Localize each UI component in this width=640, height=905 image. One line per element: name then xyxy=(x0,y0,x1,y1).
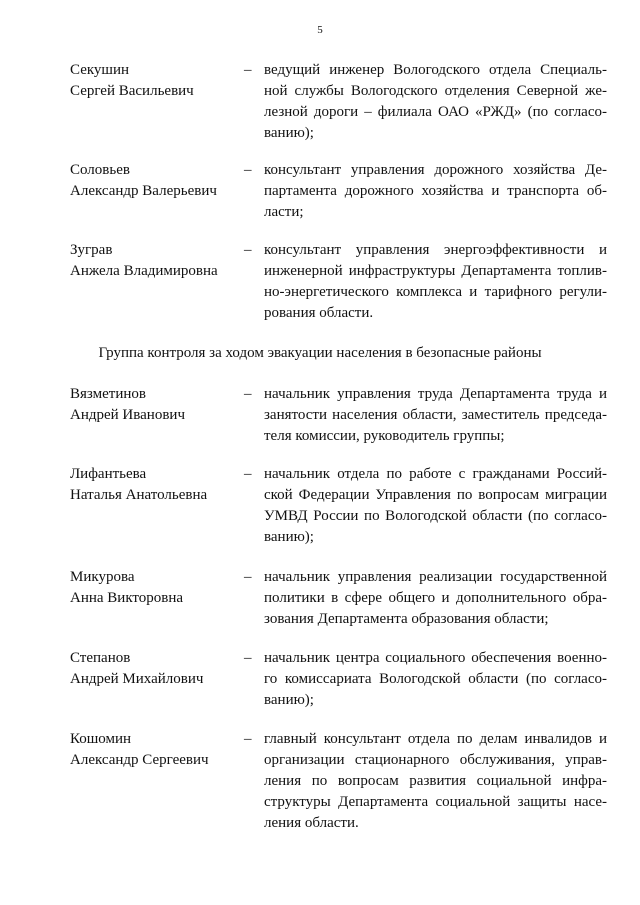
role-line: ласти; xyxy=(264,204,304,220)
role-line: начальник управления труда Департамента труда и xyxy=(264,386,607,402)
role-line: но-энергетического комплекса и тарифного регули- xyxy=(264,284,607,300)
member-role xyxy=(264,240,607,324)
member-surname: Секушин xyxy=(70,62,130,78)
member-given-name: Наталья Анатольевна xyxy=(70,487,208,503)
role-line: ванию); xyxy=(264,125,314,141)
member-role xyxy=(264,567,607,630)
role-line: партамента дорожного хозяйства и транспорта об- xyxy=(264,183,607,199)
role-line: консультант управления дорожного хозяйства Де- xyxy=(264,162,607,178)
role-line: главный консультант отдела по делам инвалидов и xyxy=(264,731,607,747)
member-given-name: Анжела Владимировна xyxy=(70,263,218,279)
dash-separator: – xyxy=(244,731,252,747)
dash-separator: – xyxy=(244,569,252,585)
role-line: ления по вопросам развития социальной инфра- xyxy=(264,773,607,789)
member-given-name: Александр Валерьевич xyxy=(70,183,217,199)
role-line: инженерной инфраструктуры Департамента топлив- xyxy=(264,263,607,279)
role-line: го комиссариата Вологодской области (по согласо- xyxy=(264,671,607,687)
role-line: организации стационарного обслуживания, управ- xyxy=(264,752,607,768)
page-number: 5 xyxy=(317,24,323,36)
member-name xyxy=(70,464,240,506)
member-role xyxy=(264,60,607,144)
member-role xyxy=(264,464,607,548)
member-name xyxy=(70,240,240,282)
group-heading: Группа контроля за ходом эвакуации населения в безопасные районы xyxy=(98,345,542,361)
member-surname: Микурова xyxy=(70,569,135,585)
role-line: ской Федерации Управления по вопросам миграции xyxy=(264,487,607,503)
member-name xyxy=(70,567,240,609)
member-given-name: Александр Сергеевич xyxy=(70,752,209,768)
member-name xyxy=(70,160,240,202)
dash-separator: – xyxy=(244,62,252,78)
role-line: ной службы Вологодского отделения Северной же- xyxy=(264,83,607,99)
role-line: начальник отдела по работе с гражданами Россий- xyxy=(264,466,607,482)
role-line: ванию); xyxy=(264,692,314,708)
member-name xyxy=(70,648,240,690)
dash-separator: – xyxy=(244,242,252,258)
member-surname: Соловьев xyxy=(70,162,130,178)
role-line: занятости населения области, заместитель председа- xyxy=(264,407,607,423)
role-line: консультант управления энергоэффективности и xyxy=(264,242,607,258)
role-line: лезной дороги – филиала ОАО «РЖД» (по согласо- xyxy=(264,104,607,120)
role-line: ведущий инженер Вологодского отдела Специаль- xyxy=(264,62,607,78)
role-line: теля комиссии, руководитель группы; xyxy=(264,428,505,444)
member-name xyxy=(70,384,240,426)
dash-separator: – xyxy=(244,386,252,402)
role-line: УМВД России по Вологодской области (по согласо- xyxy=(264,508,607,524)
member-name xyxy=(70,729,240,771)
member-role xyxy=(264,160,607,223)
member-role xyxy=(264,648,607,711)
member-surname: Лифантьева xyxy=(70,466,147,482)
member-role xyxy=(264,729,607,834)
member-given-name: Сергей Васильевич xyxy=(70,83,194,99)
member-name xyxy=(70,60,240,102)
role-line: структуры Департамента социальной защиты насе- xyxy=(264,794,607,810)
dash-separator: – xyxy=(244,162,252,178)
member-surname: Вязметинов xyxy=(70,386,146,402)
role-line: ления области. xyxy=(264,815,359,831)
role-line: рования области. xyxy=(264,305,374,321)
role-line: начальник центра социального обеспечения военно- xyxy=(264,650,607,666)
member-given-name: Андрей Михайлович xyxy=(70,671,204,687)
dash-separator: – xyxy=(244,466,252,482)
role-line: начальник управления реализации государственной xyxy=(264,569,607,585)
member-surname: Кошомин xyxy=(70,731,132,747)
role-line: ванию); xyxy=(264,529,314,545)
dash-separator: – xyxy=(244,650,252,666)
member-surname: Зуграв xyxy=(70,242,113,258)
member-given-name: Андрей Иванович xyxy=(70,407,185,423)
role-line: политики в сфере общего и дополнительного обра- xyxy=(264,590,607,606)
member-surname: Степанов xyxy=(70,650,131,666)
member-role xyxy=(264,384,607,447)
role-line: зования Департамента образования области; xyxy=(264,611,549,627)
member-given-name: Анна Викторовна xyxy=(70,590,184,606)
